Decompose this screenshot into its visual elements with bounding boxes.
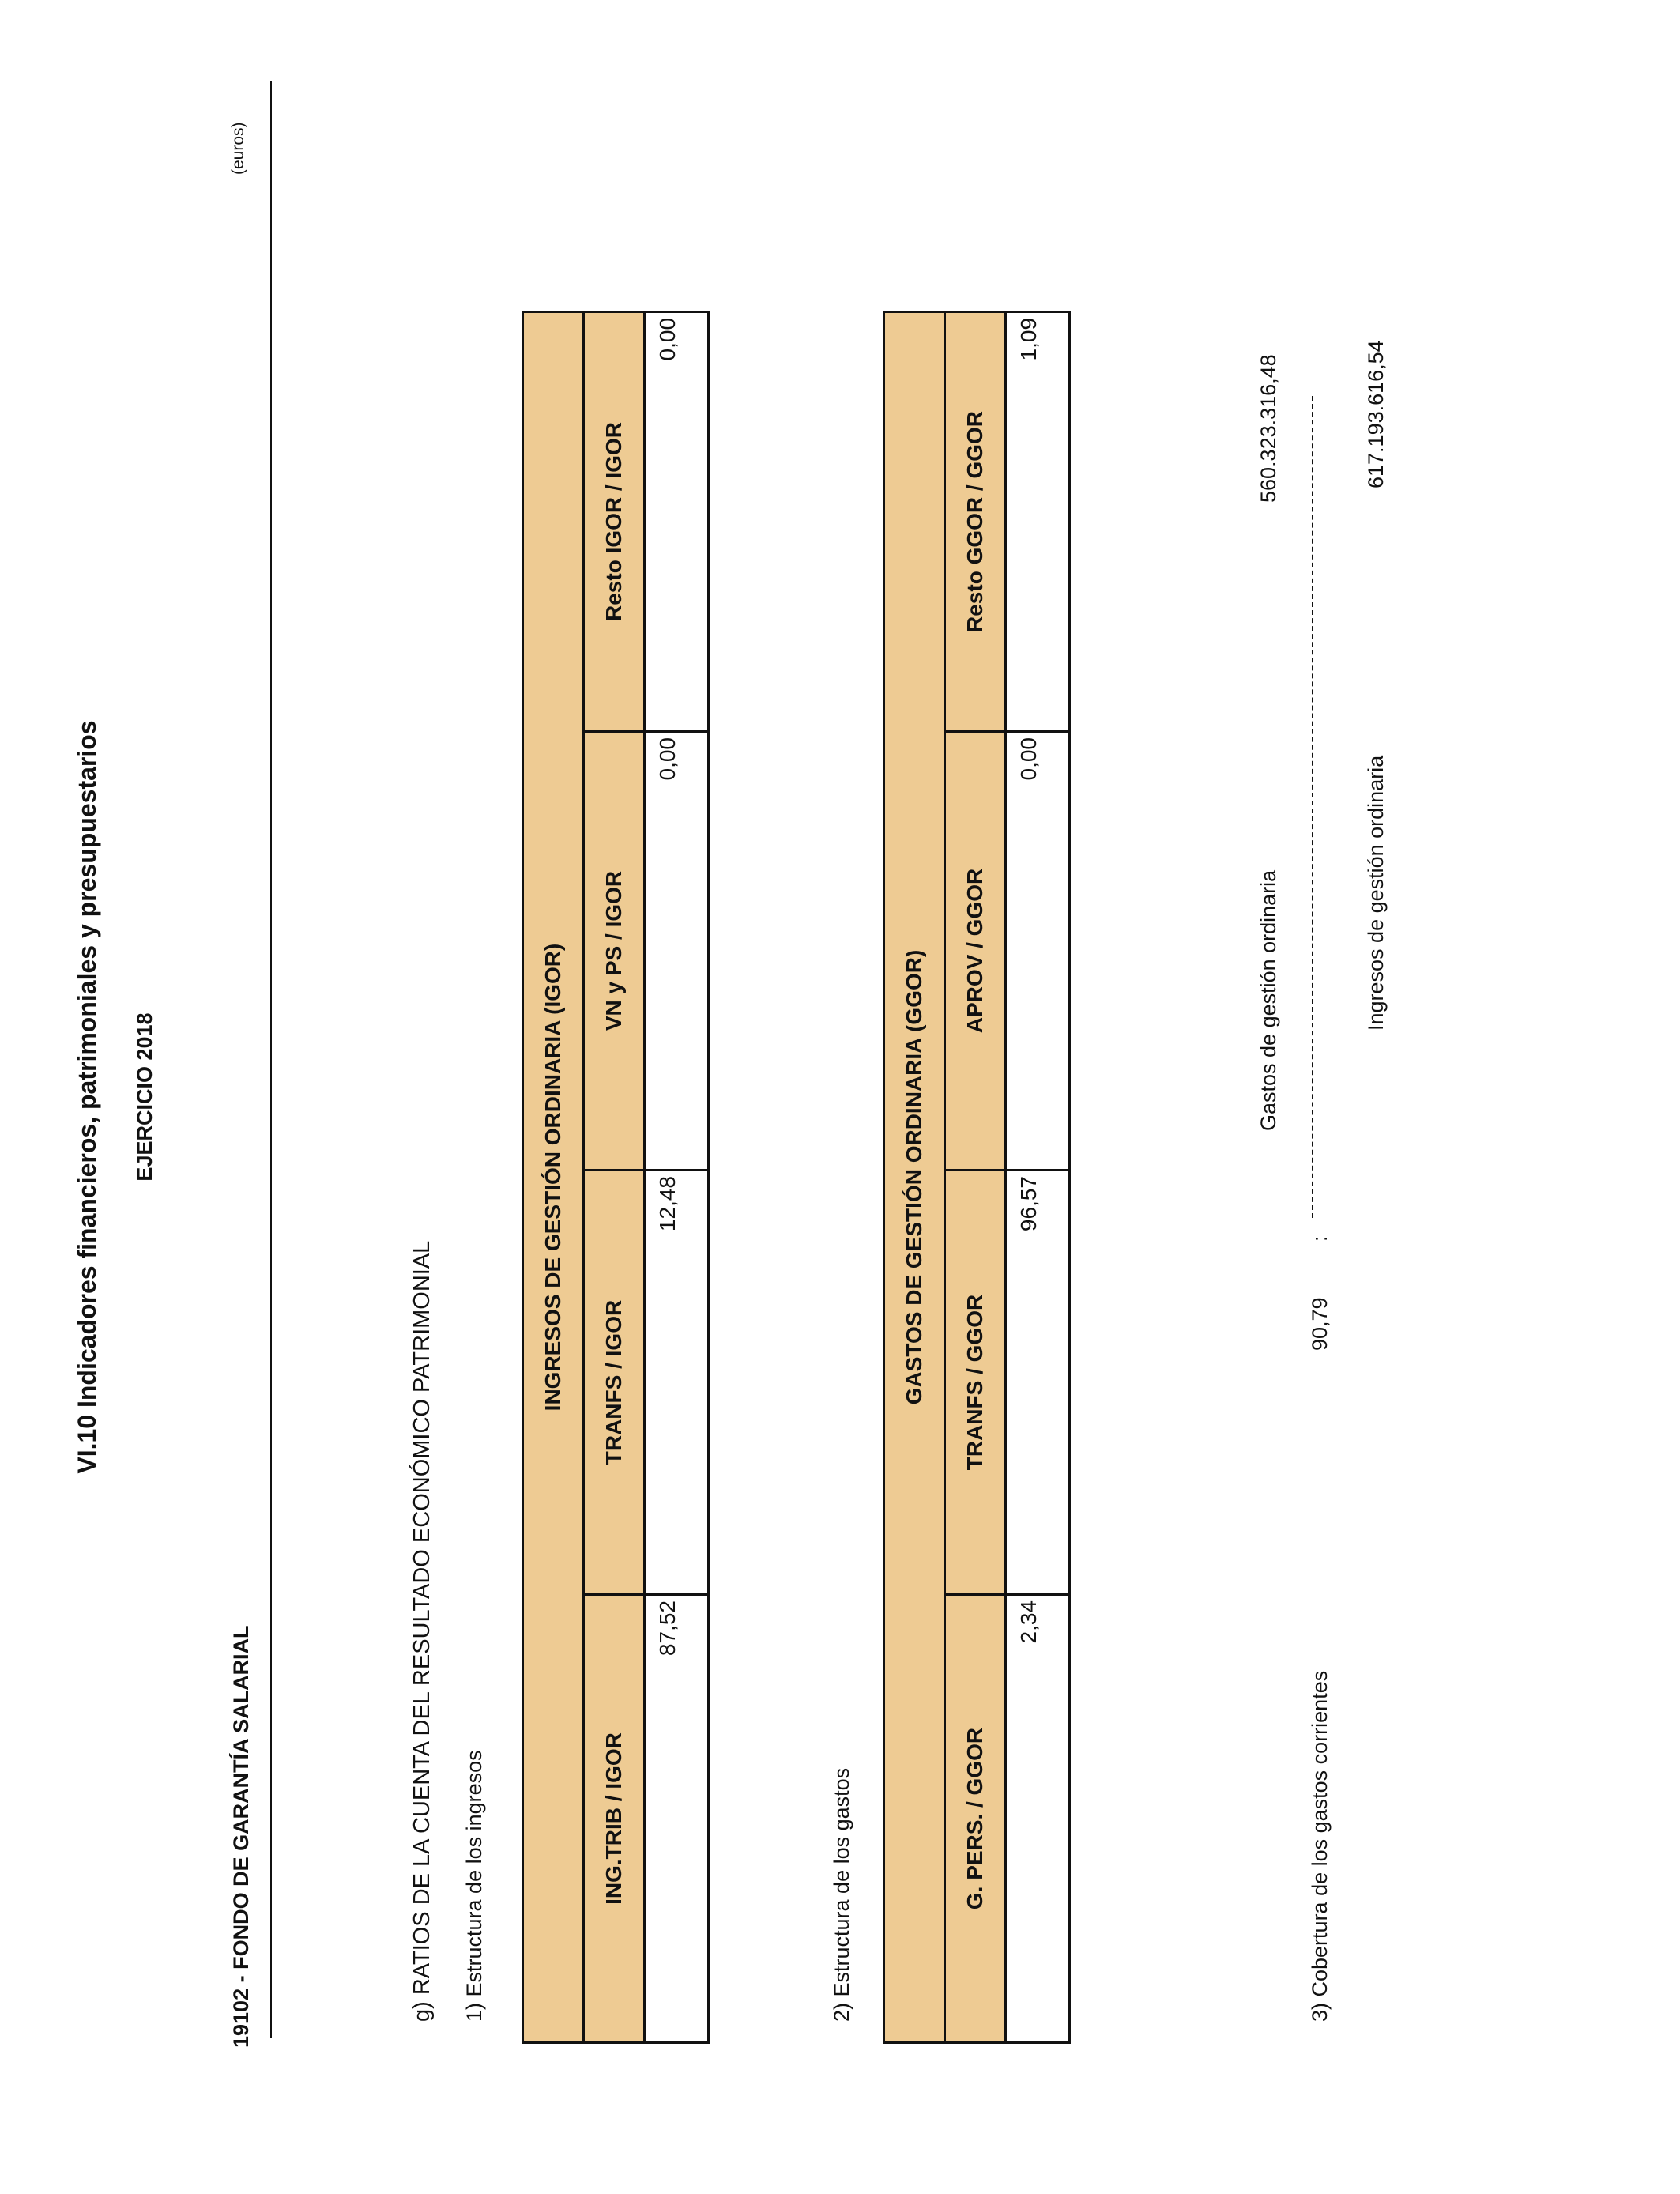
- page-title: VI.10 Indicadores financieros, patrimoniales y presupuestarios: [73, 720, 101, 1474]
- expense-col-aprov: APROV / GGOR: [945, 732, 1006, 1171]
- page-subtitle: EJERCICIO 2018: [133, 1012, 156, 1182]
- income-val-tranfs: 12,48: [645, 1171, 709, 1595]
- income-col-resto: Resto IGOR / IGOR: [584, 311, 645, 731]
- expense-structure-table: [883, 311, 1071, 2044]
- expense-col-gpers: G. PERS. / GGOR: [945, 1595, 1006, 2043]
- expense-val-tranfs: 96,57: [1006, 1171, 1070, 1595]
- coverage-fraction-line: [1312, 396, 1313, 1218]
- units-label: (euros): [229, 122, 247, 175]
- income-col-tranfs: TRANFS / IGOR: [584, 1171, 645, 1595]
- coverage-numerator-label: Gastos de gestión ordinaria: [1256, 869, 1280, 1131]
- coverage-separator: :: [1308, 1235, 1332, 1242]
- expense-structure-label: 2) Estructura de los gastos: [830, 1767, 853, 2022]
- coverage-numerator-value: 560.323.316,48: [1256, 354, 1280, 503]
- expense-table-header: GASTOS DE GESTIÓN ORDINARIA (GGOR): [884, 311, 945, 2042]
- coverage-value: 90,79: [1308, 1297, 1332, 1351]
- expense-col-tranfs: TRANFS / GGOR: [945, 1171, 1006, 1595]
- coverage-denominator-label: Ingresos de gestión ordinaria: [1364, 755, 1388, 1031]
- income-val-ingtrib: 87,52: [645, 1595, 709, 2043]
- expense-col-resto: Resto GGOR / GGOR: [945, 311, 1006, 731]
- coverage-label: 3) Cobertura de los gastos corrientes: [1308, 1670, 1332, 2022]
- section-title: g) RATIOS DE LA CUENTA DEL RESULTADO ECONÓMICO PATRIMONIAL: [409, 1240, 435, 2022]
- header-rule: [270, 81, 272, 2038]
- expense-val-gpers: 2,34: [1006, 1595, 1070, 2043]
- income-table-header: INGRESOS DE GESTIÓN ORDINARIA (IGOR): [523, 311, 584, 2042]
- income-col-ingtrib: ING.TRIB / IGOR: [584, 1595, 645, 2043]
- income-structure-table: [522, 311, 710, 2044]
- coverage-denominator-value: 617.193.616,54: [1364, 340, 1388, 488]
- income-val-vnps: 0,00: [645, 732, 709, 1171]
- entity-name: 19102 - FONDO DE GARANTÍA SALARIAL: [229, 1625, 253, 2048]
- expense-val-resto: 1,09: [1006, 311, 1070, 731]
- income-structure-label: 1) Estructura de los ingresos: [462, 1750, 486, 2022]
- income-val-resto: 0,00: [645, 311, 709, 731]
- income-col-vnps: VN y PS / IGOR: [584, 732, 645, 1171]
- expense-val-aprov: 0,00: [1006, 732, 1070, 1171]
